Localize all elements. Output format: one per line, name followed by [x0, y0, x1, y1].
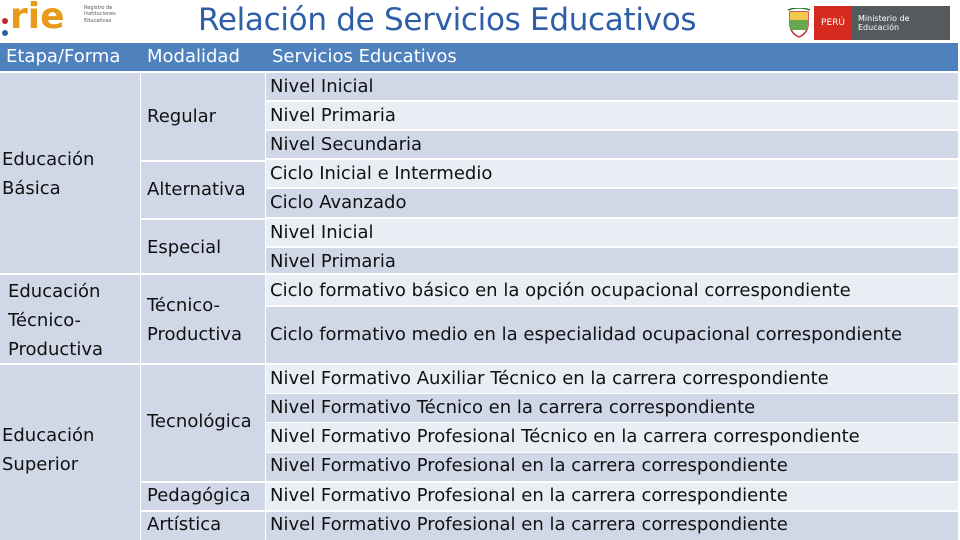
- modality-label-alternativa: Alternativa: [147, 179, 246, 200]
- services-table: [0, 43, 958, 540]
- service-label: Nivel Primaria: [270, 105, 396, 126]
- column-header-services: Servicios Educativos: [272, 46, 457, 67]
- service-label: Ciclo formativo básico en la opción ocupacional correspondiente: [270, 280, 851, 301]
- modality-label-regular: Regular: [147, 106, 217, 127]
- column-header-stage: Etapa/Forma: [6, 46, 121, 67]
- stage-label-basica: Educación Básica: [2, 149, 95, 199]
- ministry-label: Ministerio de Educación: [852, 6, 950, 40]
- stage-label-superior: Educación Superior: [2, 425, 95, 475]
- service-label: Nivel Formativo Profesional Técnico en la carrera correspondiente: [270, 426, 860, 447]
- peru-coat-of-arms-icon: [786, 8, 812, 38]
- service-label: Nivel Formativo Técnico en la carrera correspondiente: [270, 397, 756, 418]
- service-label: Nivel Inicial: [270, 222, 374, 243]
- modality-label-tecnologica: Tecnológica: [147, 411, 252, 432]
- logo-dot-red: [2, 18, 8, 24]
- service-label: Nivel Formativo Auxiliar Técnico en la carrera correspondiente: [270, 368, 829, 389]
- modality-label-pedagogica: Pedagógica: [147, 485, 251, 506]
- modality-label-tecnico-productiva: Técnico-Productiva: [147, 295, 243, 345]
- peru-label: PERÚ: [814, 6, 852, 40]
- service-label: Nivel Formativo Profesional en la carrera correspondiente: [270, 485, 788, 506]
- modality-label-especial: Especial: [147, 237, 222, 258]
- service-label: Nivel Primaria: [270, 251, 396, 272]
- service-label: Ciclo formativo medio en la especialidad ocupacional correspondiente: [270, 324, 903, 345]
- logo-wordmark: rie: [10, 0, 65, 37]
- modality-label-artistica: Artística: [147, 514, 222, 535]
- service-label: Nivel Formativo Profesional en la carrera correspondiente: [270, 455, 788, 476]
- ministry-logo: [814, 6, 950, 40]
- service-label: Nivel Formativo Profesional en la carrera correspondiente: [270, 514, 788, 535]
- column-header-modality: Modalidad: [147, 46, 240, 67]
- service-label: Ciclo Inicial e Intermedio: [270, 163, 493, 184]
- logo-dot-blue: [2, 30, 8, 36]
- service-label: Ciclo Avanzado: [270, 192, 407, 213]
- logo-subtitle: Registro de Instituciones Educativas: [84, 5, 116, 24]
- service-label: Nivel Inicial: [270, 76, 374, 97]
- rie-logo: [0, 0, 140, 42]
- service-label: Nivel Secundaria: [270, 134, 423, 155]
- stage-label-tecnico: Educación Técnico-Productiva: [8, 281, 104, 360]
- page-title: Relación de Servicios Educativos: [198, 2, 697, 38]
